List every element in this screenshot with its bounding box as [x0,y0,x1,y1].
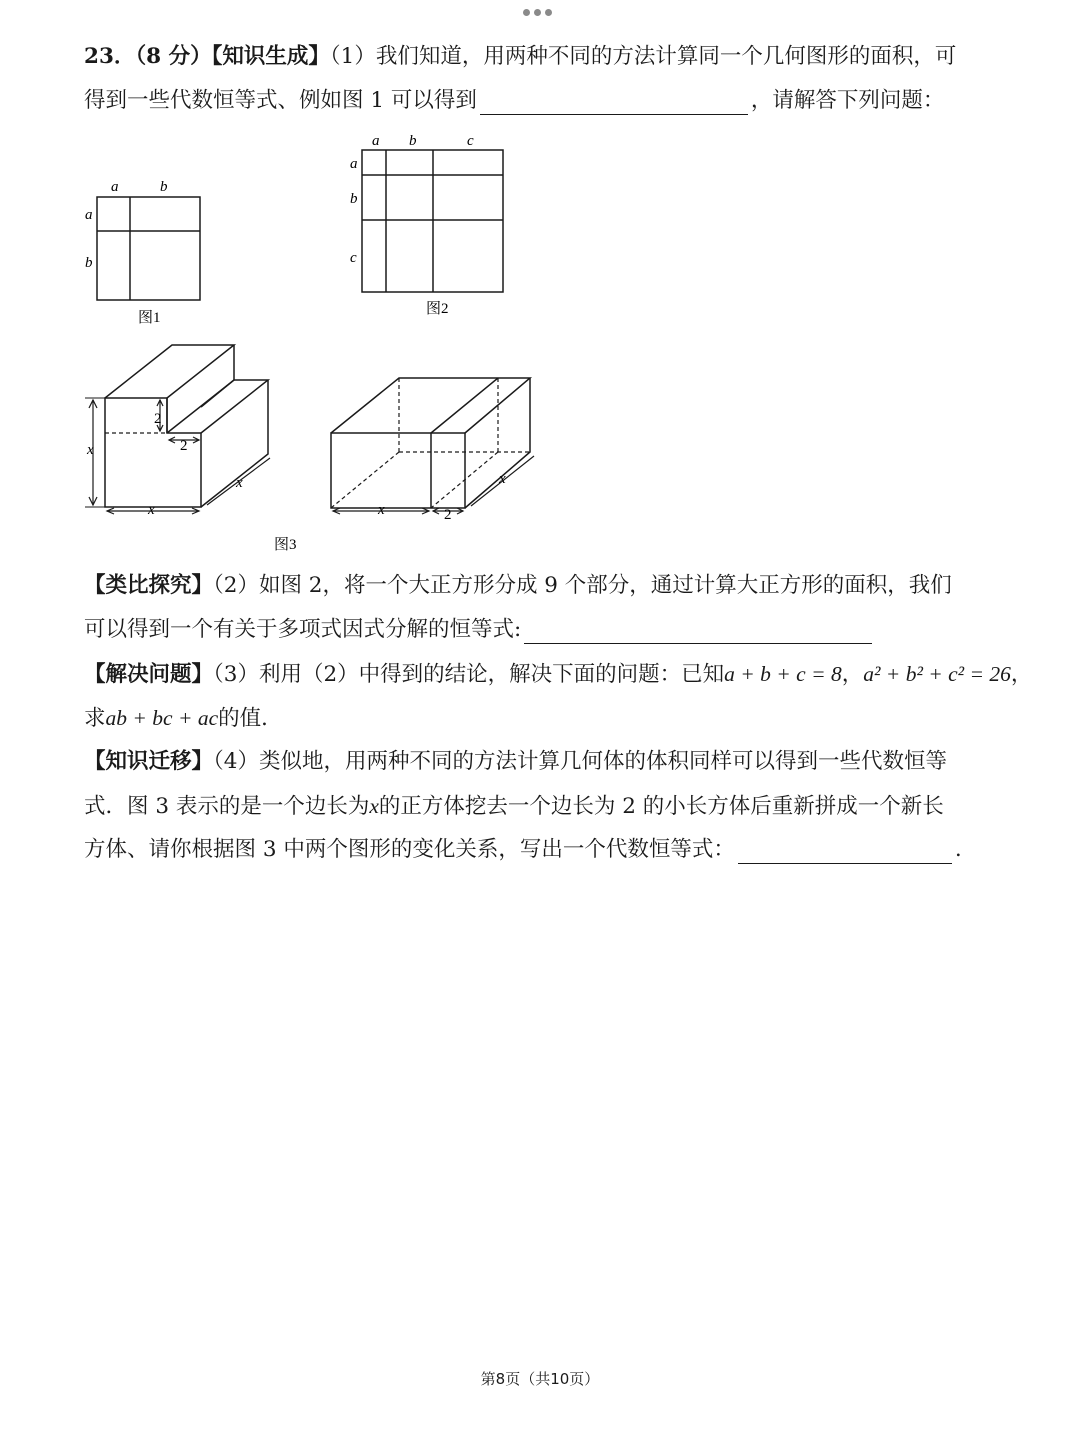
part4-text-3: 方体、请你根据图 3 中两个图形的变化关系，写出一个代数恒等式： [84,837,735,862]
fig3-label-left-width: x [148,502,155,518]
fig2-label-top-c: c [467,133,474,149]
fig3-left-top-short [167,380,268,433]
fig2-label-left-c: c [350,250,357,266]
fig3-label-left-depth: x [236,475,243,491]
more-horizontal-icon[interactable] [523,9,552,16]
part2-line-2 [84,610,1004,650]
question-line-2 [84,81,1004,121]
part2-text: （2）如图 2，将一个大正方形分成 9 个部分，通过计算大正方形的面积，我们 [213,573,952,598]
fig1-label-top-a: a [111,179,119,195]
fig2-label-top-b: b [409,133,417,149]
fig2-caption: 图2 [426,301,449,317]
question-number: 23．（8 分） [84,44,212,69]
fig1-square [97,197,200,300]
part4-text: （4）类似地，用两种不同的方法计算几何体的体积同样可以得到一些代数恒等 [213,749,947,774]
part2-text-continued: 可以得到一个有关于多项式因式分解的恒等式: [84,617,522,642]
part3-line-2 [84,698,1004,738]
fig2-label-left-a: a [350,156,358,172]
figure-3 [0,330,560,560]
part1-text-continued: 得到一些代数恒等式、例如图 1 可以得到 [84,88,477,113]
part3-text: （3）利用（2）中得到的结论，解决下面的问题：已知 [213,662,725,687]
fig3-left-top-tall [105,345,234,398]
part1-text: （1）我们知道，用两种不同的方法计算同一个几何图形的面积，可 [329,44,957,69]
fig1-label-left-b: b [85,255,93,271]
part3-ask-end: 的值． [218,706,283,731]
fig2-label-top-a: a [372,133,380,149]
figure-1 [80,175,210,330]
part4-text-2b: 的正方体挖去一个边长为 2 的小长方体后重新拼成一个新长 [378,794,944,819]
section-tag-knowledge: 【知识生成】 [211,44,330,69]
part3-ask: 求 [84,706,106,731]
part4-line-1 [84,742,1004,782]
part4-variable-x: x [369,794,379,818]
fig3-label-right-extra: 2 [444,507,452,523]
fig1-label-top-b: b [160,179,168,195]
part3-line-end: ， [1010,662,1033,687]
page-footer: 第8页（共10页） [480,1370,600,1388]
part4-line-3 [84,830,1004,870]
fig3-label-right-width: x [378,502,385,518]
fig3-label-notch-width: 2 [180,438,188,454]
fig1-label-left-a: a [85,207,93,223]
part4-end: . [954,837,962,862]
part4-text-2a: 式．图 3 表示的是一个边长为 [84,794,370,819]
part4-line-2 [84,786,1004,826]
fig3-label-left-height: x [87,442,94,458]
part3-equation-1: a + b + c = 8 [724,662,842,686]
fig2-label-left-b: b [350,191,358,207]
fig3-right-top [331,378,530,433]
part3-line-1 [84,654,1033,694]
part1-text-end: ，请解答下列问题： [750,88,945,113]
fig3-caption: 图3 [274,537,297,553]
part3-expression: ab + bc + ac [105,706,219,730]
fig3-label-right-depth: x [499,471,506,487]
part3-separator: ， [841,662,864,687]
answer-blank-3[interactable] [738,836,952,864]
answer-blank-1[interactable] [480,87,748,115]
section-tag-solve: 【解决问题】 [84,662,214,687]
figure-2 [345,130,515,320]
fig3-right-front [331,433,465,508]
answer-blank-2[interactable] [524,616,872,644]
question-line-1 [84,37,1004,77]
section-tag-transfer: 【知识迁移】 [84,749,214,774]
fig3-right-box [331,378,530,508]
fig3-right-split-top [431,378,498,433]
fig3-left-solid [105,345,268,507]
part2-line-1 [84,566,1004,606]
fig1-caption: 图1 [138,310,161,326]
part3-equation-2: a² + b² + c² = 26 [863,662,1011,686]
fig3-label-notch-height: 2 [154,411,162,427]
fig3-left-step [201,345,234,407]
section-tag-analogy: 【类比探究】 [84,573,214,598]
